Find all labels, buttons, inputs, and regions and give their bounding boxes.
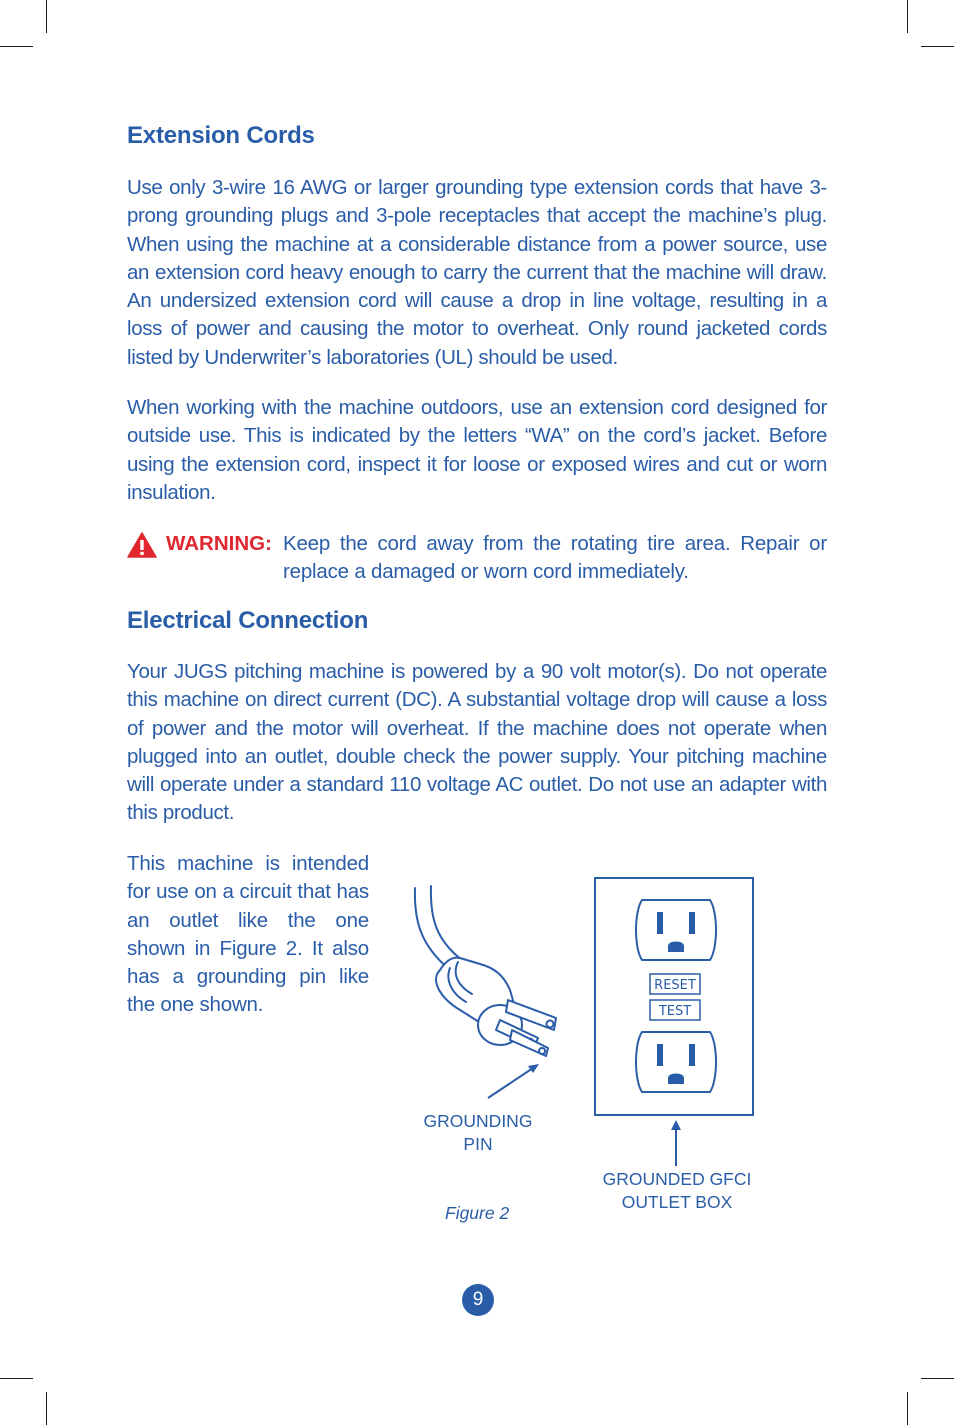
- warning-text: Keep the cord away from the rotating tire area. Repair or replace a damaged or worn cord immediately.: [283, 532, 827, 584]
- warning-block: [127, 530, 827, 590]
- crop-mark: [907, 0, 908, 33]
- crop-mark: [921, 1378, 954, 1379]
- crop-mark: [0, 1378, 33, 1379]
- grounding-pin-label: [410, 1110, 546, 1156]
- electrical-connection-heading: Electrical Connection: [127, 607, 369, 634]
- electrical-connection-paragraph-1: Your JUGS pitching machine is powered by a 90 volt motor(s). Do not operate this machine on direct current (DC). A substantial voltage drop will cause a loss of power and the motor will overheat. If the machine does not operate when plugged into an outlet, double check the power supply. Your pitching machine will operate under a standard 110 voltage AC outlet. Do not use an adapter with this product.: [127, 660, 827, 825]
- crop-mark: [46, 0, 47, 33]
- crop-mark: [921, 46, 954, 47]
- gfci-outlet-label-line-1: GROUNDED GFCI: [602, 1169, 752, 1189]
- grounding-pin-label-line-1: GROUNDING: [423, 1111, 533, 1131]
- crop-mark: [0, 46, 33, 47]
- extension-cords-paragraph-2: When working with the machine outdoors, use an extension cord designed for outside use. This is indicated by the letters “WA” on the cord’s jacket. Before using the extension cord, inspect it for loose or exposed wires and cut or worn insulation.: [127, 396, 827, 504]
- warning-triangle-icon: [127, 532, 157, 558]
- grounding-plug-icon: [415, 886, 556, 1056]
- gfci-outlet-label-line-2: OUTLET BOX: [621, 1192, 733, 1212]
- electrical-connection-paragraph-2: This machine is intended for use on a circuit that has an outlet like the one shown in Figure 2. It also has a grounding pin like the one shown.: [127, 852, 369, 1017]
- warning-label: WARNING:: [166, 532, 272, 555]
- reset-button-label: RESET: [654, 978, 696, 993]
- gfci-outlet-icon: [595, 878, 753, 1115]
- extension-cords-heading: Extension Cords: [127, 122, 315, 149]
- crop-mark: [46, 1392, 47, 1425]
- gfci-outlet-label: [592, 1168, 762, 1214]
- figure-2-illustration: [400, 870, 770, 1120]
- crop-mark: [907, 1392, 908, 1425]
- page-number: 9: [462, 1284, 494, 1316]
- test-button-label: TEST: [658, 1004, 692, 1019]
- outlet-arrow: [668, 1120, 684, 1166]
- extension-cords-paragraph-1: Use only 3-wire 16 AWG or larger grounding type extension cords that have 3-prong grounding plugs and 3-pole receptacles that accept the machine’s plug. When using the machine at a considerable distance from a power source, use an extension cord heavy enough to carry the current that the machine will draw. An undersized extension cord will cause a drop in line voltage, resulting in a loss of power and causing the motor to overheat. Only round jacketed cords listed by Underwriter’s laboratories (UL) should be used.: [127, 176, 827, 369]
- figure-caption: Figure 2: [445, 1203, 510, 1223]
- grounding-pin-label-line-2: PIN: [463, 1134, 493, 1154]
